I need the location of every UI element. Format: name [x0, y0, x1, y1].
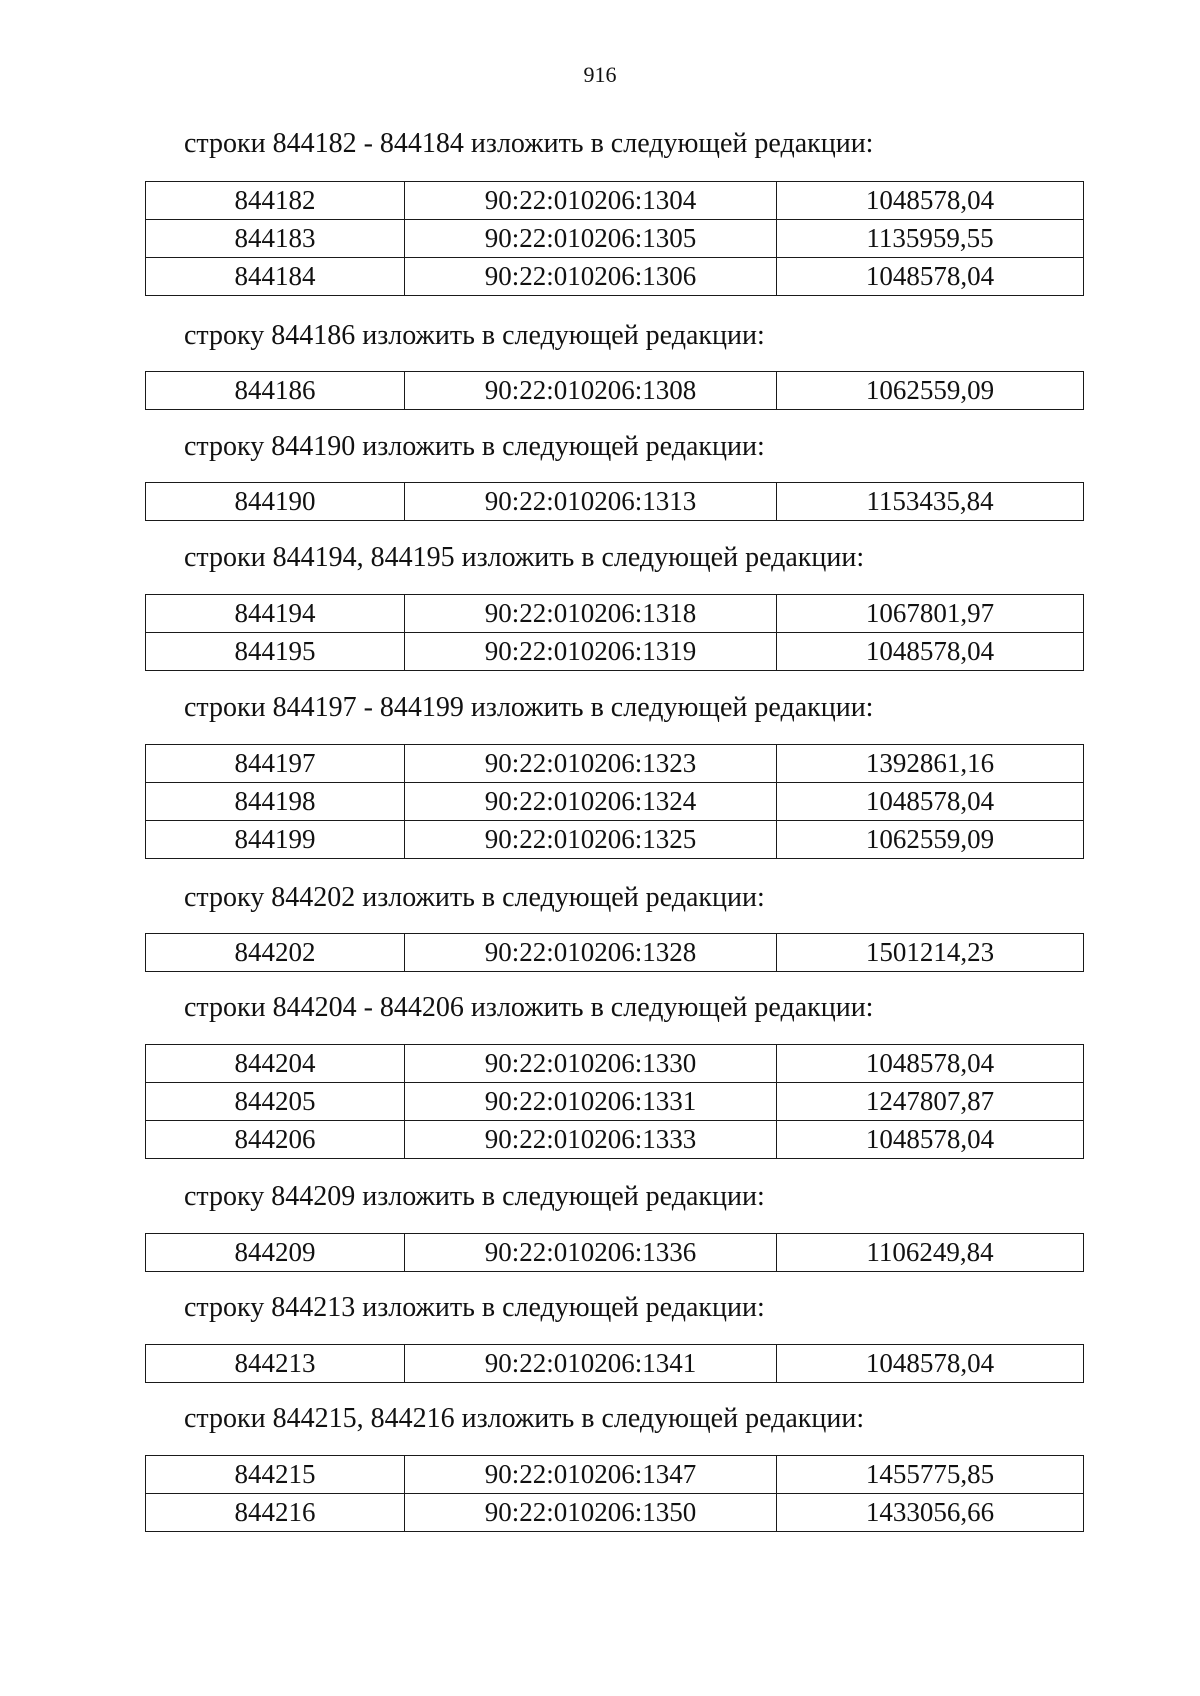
- value-cell: 1247807,87: [777, 1083, 1084, 1121]
- value-cell: 1501214,23: [777, 934, 1084, 972]
- row-number-cell: 844195: [146, 633, 405, 671]
- value-cell: 1433056,66: [777, 1494, 1084, 1532]
- value-cell: 1067801,97: [777, 595, 1084, 633]
- value-cell: 1048578,04: [777, 1045, 1084, 1083]
- cadastral-number-cell: 90:22:010206:1319: [405, 633, 777, 671]
- cadastral-number-cell: 90:22:010206:1323: [405, 745, 777, 783]
- value-cell: 1135959,55: [777, 220, 1084, 258]
- amendment-table: [145, 1455, 1084, 1532]
- value-cell: 1062559,09: [777, 821, 1084, 859]
- amendment-table: [145, 371, 1084, 410]
- cadastral-number-cell: 90:22:010206:1336: [405, 1234, 777, 1272]
- cadastral-number-cell: 90:22:010206:1341: [405, 1345, 777, 1383]
- row-number-cell: 844183: [146, 220, 405, 258]
- cadastral-number-cell: 90:22:010206:1333: [405, 1121, 777, 1159]
- table-row: [146, 934, 1084, 972]
- table-row: [146, 483, 1084, 521]
- row-number-cell: 844182: [146, 182, 405, 220]
- table-row: [146, 182, 1084, 220]
- row-number-cell: 844198: [146, 783, 405, 821]
- amendment-table: [145, 482, 1084, 521]
- amendment-instruction: строку 844209 изложить в следующей редакции:: [184, 1181, 765, 1212]
- page-number: 916: [583, 62, 617, 87]
- table-row: [146, 1045, 1084, 1083]
- row-number-cell: 844184: [146, 258, 405, 296]
- cadastral-number-cell: 90:22:010206:1350: [405, 1494, 777, 1532]
- table-row: [146, 633, 1084, 671]
- table-row: [146, 1494, 1084, 1532]
- amendment-instruction: строку 844213 изложить в следующей редакции:: [184, 1292, 765, 1323]
- value-cell: 1392861,16: [777, 745, 1084, 783]
- table-row: [146, 220, 1084, 258]
- value-cell: 1455775,85: [777, 1456, 1084, 1494]
- row-number-cell: 844202: [146, 934, 405, 972]
- table-row: [146, 821, 1084, 859]
- cadastral-number-cell: 90:22:010206:1347: [405, 1456, 777, 1494]
- amendment-instruction: строку 844186 изложить в следующей редакции:: [184, 320, 765, 351]
- amendment-table: [145, 181, 1084, 296]
- amendment-table: [145, 744, 1084, 859]
- row-number-cell: 844206: [146, 1121, 405, 1159]
- row-number-cell: 844194: [146, 595, 405, 633]
- cadastral-number-cell: 90:22:010206:1313: [405, 483, 777, 521]
- table-row: [146, 1234, 1084, 1272]
- value-cell: 1048578,04: [777, 1121, 1084, 1159]
- value-cell: 1048578,04: [777, 633, 1084, 671]
- cadastral-number-cell: 90:22:010206:1325: [405, 821, 777, 859]
- amendment-instruction: строки 844197 - 844199 изложить в следующей редакции:: [184, 692, 874, 723]
- amendment-table: [145, 594, 1084, 671]
- value-cell: 1048578,04: [777, 258, 1084, 296]
- value-cell: 1062559,09: [777, 372, 1084, 410]
- row-number-cell: 844199: [146, 821, 405, 859]
- table-row: [146, 1456, 1084, 1494]
- table-row: [146, 258, 1084, 296]
- row-number-cell: 844216: [146, 1494, 405, 1532]
- row-number-cell: 844186: [146, 372, 405, 410]
- table-row: [146, 745, 1084, 783]
- amendment-instruction: строку 844190 изложить в следующей редакции:: [184, 431, 765, 462]
- amendment-instruction: строку 844202 изложить в следующей редакции:: [184, 882, 765, 913]
- table-row: [146, 595, 1084, 633]
- cadastral-number-cell: 90:22:010206:1331: [405, 1083, 777, 1121]
- value-cell: 1106249,84: [777, 1234, 1084, 1272]
- amendment-table: [145, 933, 1084, 972]
- value-cell: 1153435,84: [777, 483, 1084, 521]
- table-row: [146, 1083, 1084, 1121]
- amendment-table: [145, 1344, 1084, 1383]
- amendment-table: [145, 1044, 1084, 1159]
- table-row: [146, 783, 1084, 821]
- cadastral-number-cell: 90:22:010206:1324: [405, 783, 777, 821]
- table-row: [146, 1121, 1084, 1159]
- cadastral-number-cell: 90:22:010206:1308: [405, 372, 777, 410]
- amendment-instruction: строки 844182 - 844184 изложить в следующей редакции:: [184, 128, 874, 159]
- amendment-instruction: строки 844194, 844195 изложить в следующей редакции:: [184, 542, 865, 573]
- row-number-cell: 844215: [146, 1456, 405, 1494]
- value-cell: 1048578,04: [777, 182, 1084, 220]
- value-cell: 1048578,04: [777, 783, 1084, 821]
- value-cell: 1048578,04: [777, 1345, 1084, 1383]
- cadastral-number-cell: 90:22:010206:1306: [405, 258, 777, 296]
- cadastral-number-cell: 90:22:010206:1305: [405, 220, 777, 258]
- table-row: [146, 1345, 1084, 1383]
- cadastral-number-cell: 90:22:010206:1304: [405, 182, 777, 220]
- amendment-instruction: строки 844204 - 844206 изложить в следующей редакции:: [184, 992, 874, 1023]
- cadastral-number-cell: 90:22:010206:1328: [405, 934, 777, 972]
- row-number-cell: 844197: [146, 745, 405, 783]
- amendment-instruction: строки 844215, 844216 изложить в следующей редакции:: [184, 1403, 865, 1434]
- row-number-cell: 844205: [146, 1083, 405, 1121]
- cadastral-number-cell: 90:22:010206:1330: [405, 1045, 777, 1083]
- row-number-cell: 844204: [146, 1045, 405, 1083]
- amendment-table: [145, 1233, 1084, 1272]
- row-number-cell: 844190: [146, 483, 405, 521]
- table-row: [146, 372, 1084, 410]
- row-number-cell: 844209: [146, 1234, 405, 1272]
- row-number-cell: 844213: [146, 1345, 405, 1383]
- cadastral-number-cell: 90:22:010206:1318: [405, 595, 777, 633]
